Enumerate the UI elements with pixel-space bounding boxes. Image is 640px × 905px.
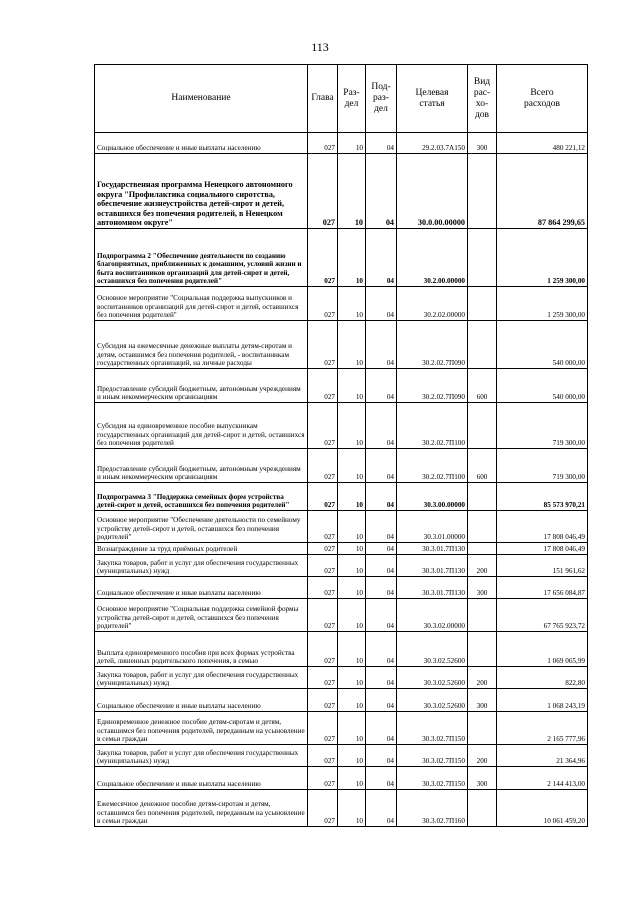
row-target: 30.3.00.00000 [397,483,468,511]
row-total: 151 961,62 [497,555,588,577]
row-subsection: 04 [366,133,397,154]
row-subsection: 04 [366,511,397,543]
row-kind [468,287,497,321]
row-total: 1 259 300,00 [497,229,588,287]
row-chapter: 027 [308,555,338,577]
row-chapter: 027 [308,543,338,555]
row-chapter: 027 [308,632,338,667]
table-row [95,745,588,767]
row-total: 540 000,00 [497,369,588,403]
row-target: 30.3.01.7П130 [397,577,468,599]
row-kind [468,403,497,449]
row-subsection: 04 [366,689,397,712]
row-section: 10 [338,689,366,712]
row-total: 540 000,00 [497,321,588,369]
table-row [95,712,588,745]
row-kind: 300 [468,133,497,154]
table-row [95,483,588,511]
row-target: 30.2.02.7П100 [397,449,468,483]
table-row [95,790,588,827]
row-kind: 300 [468,577,497,599]
row-kind: 600 [468,449,497,483]
row-target: 30.3.01.7П130 [397,543,468,555]
row-subsection: 04 [366,287,397,321]
row-section: 10 [338,321,366,369]
table-row [95,577,588,599]
table-row [95,154,588,229]
header-subsection: Под- раз- дел [366,65,397,133]
row-target: 30.2.02.7П090 [397,369,468,403]
row-kind: 300 [468,689,497,712]
row-section: 10 [338,632,366,667]
budget-table [94,64,588,827]
header-target: Целевая статья [397,65,468,133]
row-kind [468,543,497,555]
row-section: 10 [338,483,366,511]
row-chapter: 027 [308,745,338,767]
header-kind: Вид рас- хо- дов [468,65,497,133]
row-name: Предоставление субсидий бюджетным, автономным учреждениям и иным некоммерческим организациям [95,369,308,403]
table-row [95,689,588,712]
row-target: 30.3.02.52600 [397,632,468,667]
row-section: 10 [338,511,366,543]
row-section: 10 [338,154,366,229]
row-name: Подпрограмма 3 "Поддержка семейных форм устройства детей-сирот и детей, оставшихся без попечения родителей" [95,483,308,511]
row-name: Субсидия на единовременное пособие выпускникам государственных организаций для детей-сирот и детей, оставшихся без попечения родителей [95,403,308,449]
row-name: Закупка товаров, работ и услуг для обеспечения государственных (муниципальных) нужд [95,745,308,767]
row-subsection: 04 [366,790,397,827]
row-total: 719 300,00 [497,449,588,483]
row-total: 1 259 300,00 [497,287,588,321]
header-total: Всего расходов [497,65,588,133]
row-subsection: 04 [366,577,397,599]
row-target: 30.2.00.00000 [397,229,468,287]
row-kind [468,599,497,632]
row-target: 30.3.01.7П130 [397,555,468,577]
row-name: Социальное обеспечение и иные выплаты населению [95,133,308,154]
row-name: Выплата единовременного пособия при всех формах устройства детей, лишенных родительского попечения, в семью [95,632,308,667]
row-total: 21 364,96 [497,745,588,767]
row-section: 10 [338,229,366,287]
header-name: Наименование [95,65,308,133]
row-chapter: 027 [308,321,338,369]
row-target: 30.2.02.7П100 [397,403,468,449]
row-target: 30.3.02.52600 [397,667,468,689]
row-section: 10 [338,599,366,632]
row-total: 17 808 046,49 [497,543,588,555]
row-subsection: 04 [366,403,397,449]
row-total: 17 656 084,87 [497,577,588,599]
row-name: Субсидия на ежемесячные денежные выплаты детям-сиротам и детям, оставшимся без попечения родителей, - воспитанникам государственных организаций, на личные расходы [95,321,308,369]
row-section: 10 [338,767,366,790]
row-kind: 200 [468,745,497,767]
row-target: 30.3.02.7П150 [397,712,468,745]
table-row [95,369,588,403]
row-chapter: 027 [308,511,338,543]
row-total: 1 068 243,19 [497,689,588,712]
row-name: Социальное обеспечение и иные выплаты населению [95,577,308,599]
row-total: 2 165 777,96 [497,712,588,745]
table-row [95,287,588,321]
row-name: Ежемесячное денежное пособие детям-сиротам и детям, оставшимся без попечения родителей, переданным на усыновление в семьи граждан [95,790,308,827]
table-row [95,667,588,689]
row-subsection: 04 [366,745,397,767]
row-kind [468,632,497,667]
row-name: Закупка товаров, работ и услуг для обеспечения государственных (муниципальных) нужд [95,667,308,689]
row-target: 30.0.00.00000 [397,154,468,229]
row-section: 10 [338,712,366,745]
row-section: 10 [338,555,366,577]
row-chapter: 027 [308,483,338,511]
row-chapter: 027 [308,767,338,790]
table-row [95,511,588,543]
row-section: 10 [338,667,366,689]
table-row [95,632,588,667]
row-kind [468,483,497,511]
row-section: 10 [338,449,366,483]
row-chapter: 027 [308,689,338,712]
row-target: 30.3.01.00000 [397,511,468,543]
row-chapter: 027 [308,287,338,321]
row-section: 10 [338,403,366,449]
header-section: Раз- дел [338,65,366,133]
row-chapter: 027 [308,449,338,483]
row-target: 30.2.02.00000 [397,287,468,321]
row-subsection: 04 [366,632,397,667]
row-kind [468,712,497,745]
row-name: Вознаграждение за труд приёмных родителей [95,543,308,555]
row-kind [468,154,497,229]
row-total: 1 069 065,99 [497,632,588,667]
row-name: Единовременное денежное пособие детям-сиротам и детям, оставшимся без попечения родителей, переданным на усыновление в семьи граждан [95,712,308,745]
row-total: 480 221,12 [497,133,588,154]
row-total: 87 864 299,65 [497,154,588,229]
row-chapter: 027 [308,154,338,229]
row-total: 719 300,00 [497,403,588,449]
table-row [95,133,588,154]
row-subsection: 04 [366,369,397,403]
row-section: 10 [338,577,366,599]
row-name: Социальное обеспечение и иные выплаты населению [95,767,308,790]
row-total: 17 808 046,49 [497,511,588,543]
row-subsection: 04 [366,483,397,511]
row-chapter: 027 [308,229,338,287]
row-target: 30.3.02.00000 [397,599,468,632]
row-kind [468,790,497,827]
row-name: Основное мероприятие "Обеспечение деятельности по семейному устройству детей-сирот и детей, оставшихся без попечения родителей" [95,511,308,543]
row-chapter: 027 [308,577,338,599]
row-target: 30.3.02.7П150 [397,745,468,767]
row-name: Основное мероприятие "Социальная поддержка выпускников и воспитанников организаций для детей-сирот и детей, оставшихся без попечения родителей" [95,287,308,321]
row-subsection: 04 [366,767,397,790]
row-target: 30.3.02.52600 [397,689,468,712]
row-subsection: 04 [366,154,397,229]
table-row [95,403,588,449]
row-section: 10 [338,287,366,321]
row-subsection: 04 [366,321,397,369]
table-row [95,543,588,555]
table-header [95,65,588,133]
row-chapter: 027 [308,599,338,632]
table-row [95,767,588,790]
row-name: Социальное обеспечение и иные выплаты населению [95,689,308,712]
row-target: 30.3.02.7П150 [397,767,468,790]
row-total: 822,80 [497,667,588,689]
row-section: 10 [338,745,366,767]
row-chapter: 027 [308,712,338,745]
table-row [95,321,588,369]
row-section: 10 [338,133,366,154]
row-target: 30.2.02.7П090 [397,321,468,369]
row-subsection: 04 [366,667,397,689]
row-name: Основное мероприятие "Социальная поддержка семейной формы устройства детей-сирот и детей, оставшихся без попечения родителей" [95,599,308,632]
row-section: 10 [338,369,366,403]
row-chapter: 027 [308,790,338,827]
row-subsection: 04 [366,712,397,745]
row-kind [468,321,497,369]
row-kind: 300 [468,767,497,790]
row-chapter: 027 [308,403,338,449]
row-subsection: 04 [366,229,397,287]
row-subsection: 04 [366,543,397,555]
row-name: Закупка товаров, работ и услуг для обеспечения государственных (муниципальных) нужд [95,555,308,577]
row-subsection: 04 [366,449,397,483]
row-target: 30.3.02.7П160 [397,790,468,827]
row-target: 29.2.03.7А150 [397,133,468,154]
header-chapter: Глава [308,65,338,133]
row-name: Предоставление субсидий бюджетным, автономным учреждениям и иным некоммерческим организациям [95,449,308,483]
row-total: 67 765 923,72 [497,599,588,632]
row-kind [468,229,497,287]
row-section: 10 [338,790,366,827]
row-chapter: 027 [308,133,338,154]
row-section: 10 [338,543,366,555]
row-kind: 200 [468,555,497,577]
row-subsection: 04 [366,555,397,577]
row-kind [468,511,497,543]
row-chapter: 027 [308,667,338,689]
row-total: 85 573 970,21 [497,483,588,511]
row-total: 10 061 459,20 [497,790,588,827]
row-name: Государственная программа Ненецкого автономного округа "Профилактика социального сиротства, обеспечение жизнеустройства детей-сирот и детей, оставшихся без попечения родителей, в Ненецком автономном округе" [95,154,308,229]
table-row [95,555,588,577]
row-name: Подпрограмма 2 "Обеспечение деятельности по созданию благоприятных, приближенных к домашним, условий жизни и быта воспитанников организаций для детей-сирот и детей, оставшихся без попечения родителей" [95,229,308,287]
row-kind: 200 [468,667,497,689]
row-kind: 600 [468,369,497,403]
row-chapter: 027 [308,369,338,403]
row-total: 2 144 413,00 [497,767,588,790]
table-row [95,229,588,287]
table-row [95,599,588,632]
page-number: 113 [311,40,329,54]
table-row [95,449,588,483]
row-subsection: 04 [366,599,397,632]
